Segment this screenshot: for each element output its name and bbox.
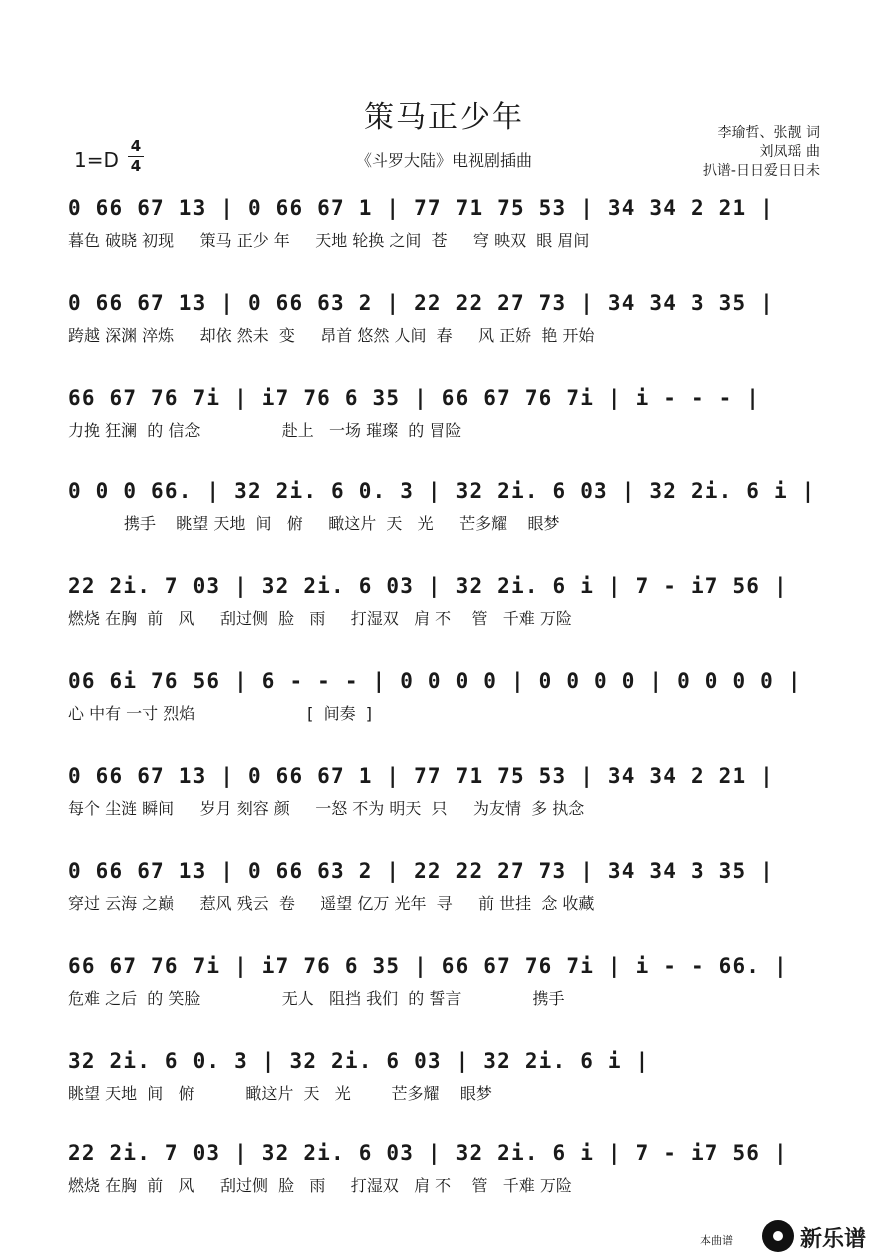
time-signature <box>128 138 144 175</box>
lyrics-line: 燃烧 在胸 前 风 刮过侧 脸 雨 打湿双 肩 不 管 千难 万险 <box>68 609 572 628</box>
notation-line: 0 66 67 13 | 0 66 63 2 | 22 22 27 73 | 34 34 3 35 | <box>68 291 774 315</box>
time-signature-bottom: 4 <box>130 157 142 175</box>
song-title: 策马正少年 <box>364 100 524 135</box>
notation-line: 0 66 67 13 | 0 66 67 1 | 77 71 75 53 | 34 34 2 21 | <box>68 764 774 788</box>
lyrics-line: 心 中有 一寸 烈焰 [ 间奏 ] <box>68 704 372 723</box>
notation-line: 22 2i. 7 03 | 32 2i. 6 03 | 32 2i. 6 i | 7 - i7 56 | <box>68 574 788 598</box>
brand-logo: 新乐谱 <box>800 1227 867 1252</box>
notation-line: 66 67 76 7i | i7 76 6 35 | 66 67 76 7i | i - - - | <box>68 386 761 410</box>
notation-line: 0 66 67 13 | 0 66 63 2 | 22 22 27 73 | 34 34 3 35 | <box>68 859 774 883</box>
footer-label: 本曲谱 <box>700 1234 733 1247</box>
transcriber-credit: 扒谱-日日爱日日未 <box>702 163 820 179</box>
lyrics-line: 每个 尘涟 瞬间 岁月 刻容 颜 一怒 不为 明天 只 为友情 多 执念 <box>68 799 585 818</box>
key-signature: 1=D <box>74 148 119 172</box>
song-subtitle: 《斗罗大陆》电视剧插曲 <box>355 151 532 170</box>
lyrics-line: 力挽 狂澜 的 信念 赴上 一场 璀璨 的 冒险 <box>68 421 462 440</box>
lyrics-line: 跨越 深渊 淬炼 却依 然未 变 昂首 悠然 人间 春 风 正娇 艳 开始 <box>68 326 595 345</box>
lyrics-line: 携手 眺望 天地 间 俯 瞰这片 天 光 芒多耀 眼梦 <box>68 514 560 533</box>
notation-line: 32 2i. 6 0. 3 | 32 2i. 6 03 | 32 2i. 6 i | <box>68 1049 650 1073</box>
time-signature-top: 4 <box>130 137 142 155</box>
lyrics-line: 燃烧 在胸 前 风 刮过侧 脸 雨 打湿双 肩 不 管 千难 万险 <box>68 1176 572 1195</box>
notation-line: 0 0 0 66. | 32 2i. 6 0. 3 | 32 2i. 6 03 | 32 2i. 6 i | <box>68 479 816 503</box>
lyrics-line: 危难 之后 的 笑脸 无人 阻挡 我们 的 誓言 携手 <box>68 989 565 1008</box>
notation-line: 22 2i. 7 03 | 32 2i. 6 03 | 32 2i. 6 i | 7 - i7 56 | <box>68 1141 788 1165</box>
lyrics-line: 穿过 云海 之巅 惹风 残云 卷 遥望 亿万 光年 寻 前 世挂 念 收藏 <box>68 894 595 913</box>
lyricist-credit: 李瑜哲、张靓 词 <box>717 125 820 141</box>
notation-line: 66 67 76 7i | i7 76 6 35 | 66 67 76 7i | i - - 66. | <box>68 954 788 978</box>
record-disc-icon <box>762 1220 794 1252</box>
composer-credit: 刘凤瑶 曲 <box>759 144 820 160</box>
lyrics-line: 眺望 天地 间 俯 瞰这片 天 光 芒多耀 眼梦 <box>68 1084 492 1103</box>
lyrics-line: 暮色 破晓 初现 策马 正少 年 天地 轮换 之间 苍 穹 映双 眼 眉间 <box>68 231 590 250</box>
notation-line: 0 66 67 13 | 0 66 67 1 | 77 71 75 53 | 34 34 2 21 | <box>68 196 774 220</box>
notation-line: 06 6i 76 56 | 6 - - - | 0 0 0 0 | 0 0 0 0 | 0 0 0 0 | <box>68 669 802 693</box>
